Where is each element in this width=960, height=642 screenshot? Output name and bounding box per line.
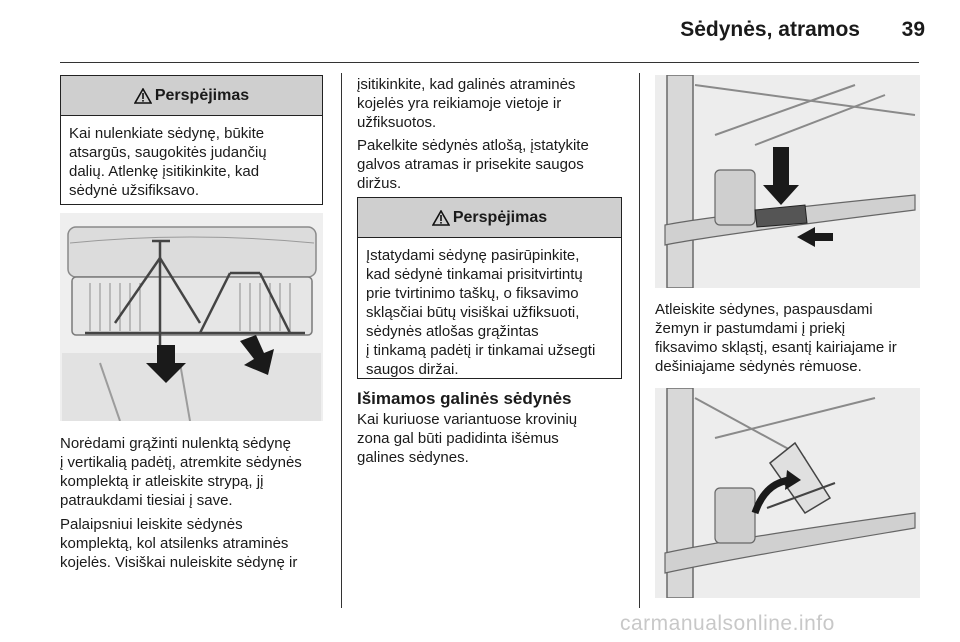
paragraph-release-latch xyxy=(655,300,925,376)
text-line: galvos atramas ir prisekite saugos xyxy=(357,156,584,173)
text-line: užfiksuotos. xyxy=(357,114,437,131)
text-line: kojelės yra reikiamoje vietoje ir xyxy=(357,95,562,112)
text-line: į tinkamą padėtį ir tinkamai užsegti xyxy=(366,342,596,359)
figure-latch-release xyxy=(655,75,920,288)
warning-title: Perspėjimas xyxy=(452,208,548,226)
text-line: komplektą, kol atsilenks atraminės xyxy=(60,535,289,552)
warning-box-2 xyxy=(357,197,622,379)
watermark: carmanualsonline.info xyxy=(620,612,835,635)
text-line: prie tvirtinimo taškų, o fiksavimo xyxy=(366,285,579,302)
section-heading: Išimamos galinės sėdynės xyxy=(357,389,572,408)
text-line: sėdynė užsifiksavo. xyxy=(69,182,200,199)
text-line: Atleiskite sėdynes, paspausdami xyxy=(655,301,873,318)
text-line: skląsčiai būtų visiškai užfiksuoti, xyxy=(366,304,580,321)
text-line: Kai nulenkiate sėdynę, būkite xyxy=(69,125,265,142)
text-line: kad sėdynė tinkamai prisitvirtintų xyxy=(366,266,583,283)
text-line: atsargūs, saugokitės judančių xyxy=(69,144,267,161)
text-line: įsitikinkite, kad galinės atraminės xyxy=(357,76,576,93)
text-line: žemyn ir pastumdami į priekį xyxy=(655,320,846,337)
warning-header xyxy=(358,198,621,238)
paragraph-raise-backrest xyxy=(357,136,627,193)
text-line: kojelės. Visiškai nuleiskite sėdynę ir xyxy=(60,554,298,571)
figure-latch-lift xyxy=(655,388,920,598)
text-line: į vertikalią padėtį, atremkite sėdynės xyxy=(60,454,302,471)
warning-triangle-icon xyxy=(134,88,152,104)
text-line: Kai kuriuose variantuose krovinių xyxy=(357,411,578,428)
text-line: zona gal būti padidinta išėmus xyxy=(357,430,559,447)
column-divider-2 xyxy=(639,73,640,608)
paragraph-restore-seat xyxy=(60,434,330,510)
text-line: sėdynės atlošas grąžintas xyxy=(366,323,539,340)
text-line: Įstatydami sėdynę pasirūpinkite, xyxy=(366,247,580,264)
text-line: diržus. xyxy=(357,175,402,192)
header-rule xyxy=(60,62,919,63)
page-number: 39 xyxy=(901,18,925,41)
warning-header xyxy=(61,76,322,116)
paragraph-check-legs xyxy=(357,75,627,132)
text-line: dalių. Atlenkę įsitikinkite, kad xyxy=(69,163,260,180)
paragraph-lower-seat xyxy=(60,515,330,572)
text-line: saugos diržai. xyxy=(366,361,459,378)
warning-box-1 xyxy=(60,75,323,205)
text-line: patraukdami tiesiai į save. xyxy=(60,492,233,509)
warning-triangle-icon xyxy=(432,210,450,226)
page-header-title: Sėdynės, atramos xyxy=(680,18,860,41)
warning-text xyxy=(358,238,621,387)
warning-text xyxy=(61,116,322,208)
warning-title: Perspėjimas xyxy=(154,86,250,104)
figure-seat-folding xyxy=(60,213,323,421)
paragraph-cargo-area xyxy=(357,410,627,467)
text-line: komplektą ir atleiskite strypą, jį xyxy=(60,473,264,490)
text-line: fiksavimo skląstį, esantį kairiajame ir xyxy=(655,339,897,356)
column-divider-1 xyxy=(341,73,342,608)
text-line: dešiniajame sėdynės rėmuose. xyxy=(655,358,862,375)
text-line: Norėdami grąžinti nulenktą sėdynę xyxy=(60,435,291,452)
text-line: Palaipsniui leiskite sėdynės xyxy=(60,516,243,533)
text-line: galines sėdynes. xyxy=(357,449,469,466)
text-line: Pakelkite sėdynės atlošą, įstatykite xyxy=(357,137,589,154)
